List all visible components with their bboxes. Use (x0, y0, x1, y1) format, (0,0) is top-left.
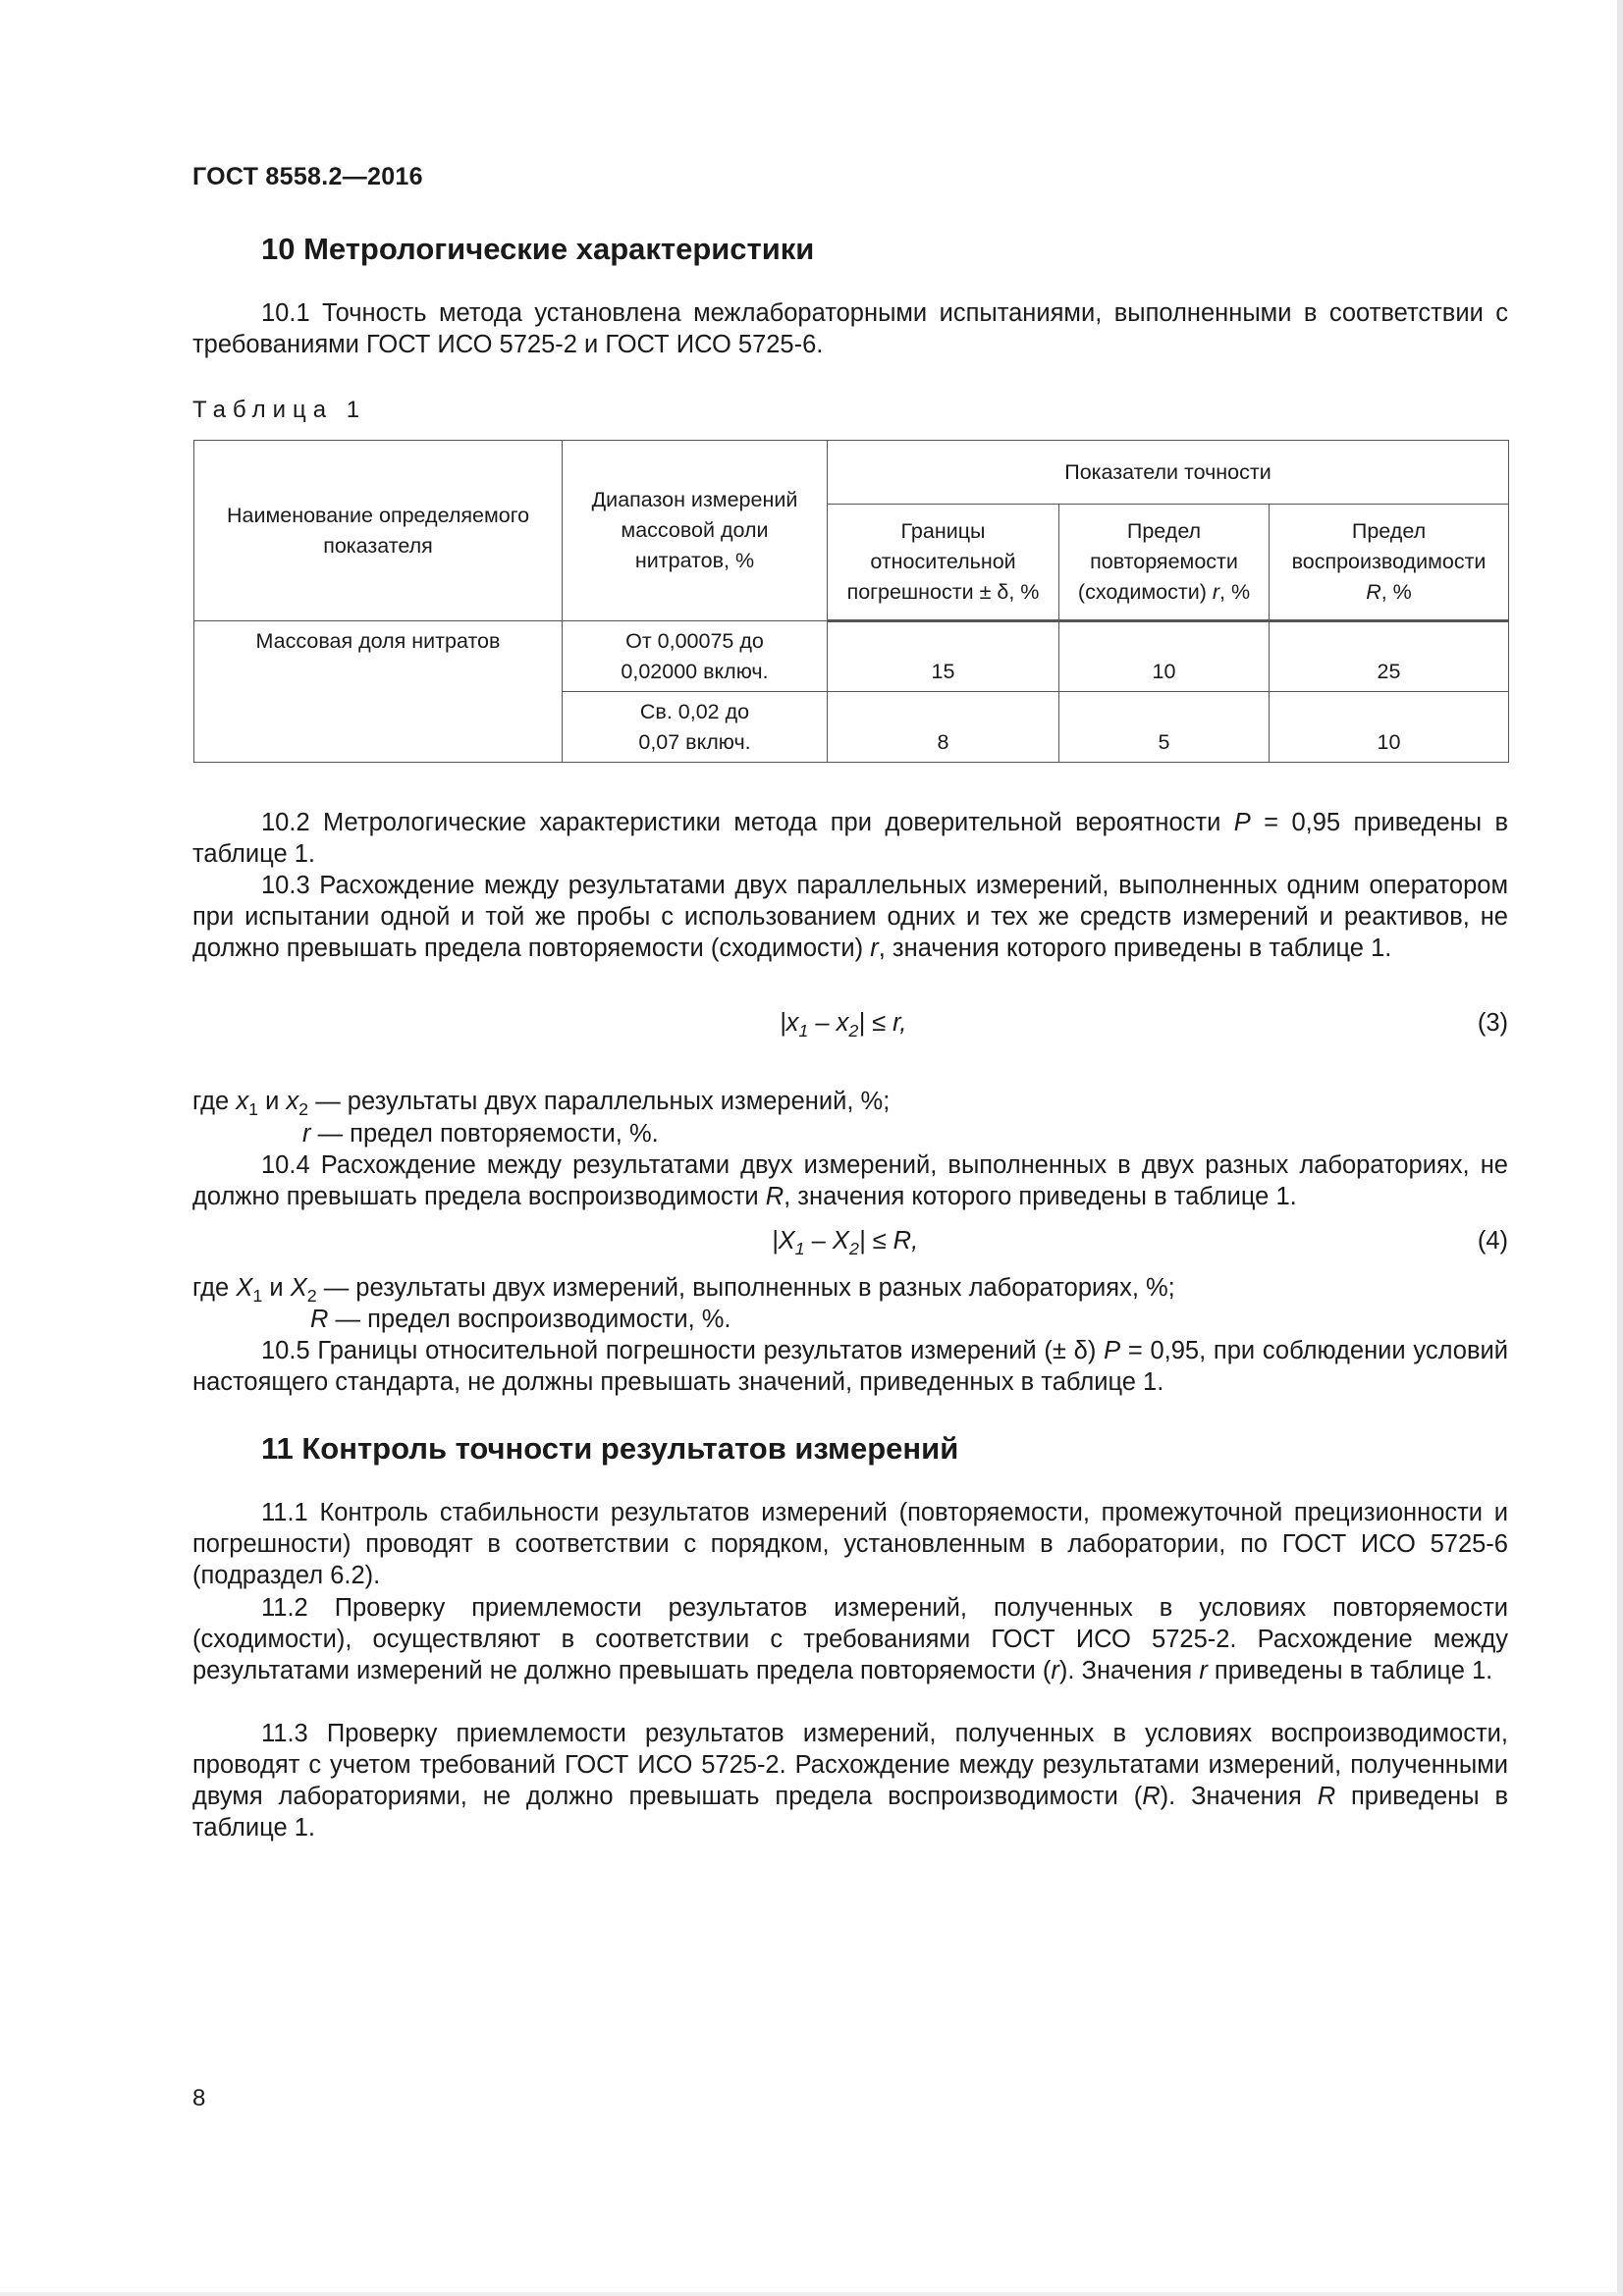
paragraph-10-1: 10.1 Точность метода установлена межлабораторными испытаниями, выполненными в соответствии с требованиями ГОСТ ИСО 5725-2 и ГОСТ ИСО 5725-6. (192, 299, 1508, 358)
document-code: ГОСТ 8558.2—2016 (192, 163, 423, 190)
header-reproducibility-limit: Предел воспроизводимости R, % (1270, 505, 1509, 621)
cell-r: 5 (1059, 692, 1270, 763)
formula-4: $|X_1 - X_2| \le R$, (772, 1227, 919, 1259)
cell-r: 10 (1059, 621, 1270, 692)
header-range: Диапазон измерений массовой доли нитратов, % (563, 441, 828, 621)
cell-delta: 8 (828, 692, 1059, 763)
cell-R: 25 (1270, 621, 1509, 692)
paragraph-11-2: 11.2 Проверку приемлемости результатов измерений, полученных в условиях повторяемости (сходимости), осуществляют в соответствии с требованиями ГОСТ ИСО 5725-2. Расхождение между результатами измерений не должно превышать предела повторяемости (r). Значения r приведены в таблице 1. (192, 1594, 1508, 1684)
where-3-line2: r — предел повторяемости, %. (302, 1120, 659, 1148)
header-relative-error: Границы относительной погрешности ± δ, % (828, 505, 1059, 621)
paragraph-11-1: 11.1 Контроль стабильности результатов измерений (повторяемости, промежуточной прецизионности и погрешности) проводят в соответствии с порядком, установленным в лаборатории, по ГОСТ ИСО 5725-6 (подраздел 6.2). (192, 1499, 1508, 1589)
paragraph-10-5: 10.5 Границы относительной погрешности результатов измерений (± δ) P = 0,95, при соблюдении условий настоящего стандарта, не должны превышать значений, приведенных в таблице 1. (192, 1337, 1508, 1396)
cell-delta: 15 (828, 621, 1059, 692)
cell-indicator: Массовая доля нитратов (194, 621, 563, 763)
where-4-line2: R — предел воспроизводимости, %. (310, 1306, 731, 1333)
header-repeatability-limit: Предел повторяемости (сходимости) r, % (1059, 505, 1270, 621)
table-label: Таблица 1 (192, 397, 367, 423)
formula-3-number: (3) (1477, 1009, 1508, 1037)
page-number: 8 (192, 2085, 206, 2111)
formula-3: $|x_1 - x_2| \le r$, (780, 1009, 907, 1041)
paragraph-10-4: 10.4 Расхождение между результатами двух измерений, выполненных в двух разных лабораториях, не должно превышать предела воспроизводимости R, значения которого приведены в таблице 1. (192, 1151, 1508, 1210)
cell-R: 10 (1270, 692, 1509, 763)
header-indicator-name: Наименование определяемого показателя (194, 441, 563, 621)
paragraph-11-3: 11.3 Проверку приемлемости результатов измерений, полученных в условиях воспроизводимости, проводят с учетом требований ГОСТ ИСО 5725-2. Расхождение между результатами измерений, полученными двумя лабораториями, не должно превышать предела воспроизводимости (R). Значения R приведены в таблице 1. (192, 1720, 1508, 1842)
formula-4-number: (4) (1477, 1227, 1508, 1255)
cell-range: Св. 0,02 до 0,07 включ. (563, 692, 828, 763)
where-4-line1: где $X_1$ и $X_2$ — результаты двух измерений, выполненных в разных лабораториях, %; (192, 1274, 1175, 1307)
where-3-line1: где $x_1$ и $x_2$ — результаты двух параллельных измерений, %; (192, 1088, 891, 1120)
header-accuracy-group: Показатели точности (828, 441, 1509, 505)
table-1 (193, 440, 1509, 763)
cell-range: От 0,00075 до 0,02000 включ. (563, 621, 828, 692)
section-11-heading: 11 Контроль точности результатов измерений (261, 1431, 959, 1466)
paragraph-10-2: 10.2 Метрологические характеристики метода при доверительной вероятности P = 0,95 приведены в таблице 1. (192, 809, 1509, 868)
paragraph-10-3: 10.3 Расхождение между результатами двух параллельных измерений, выполненных одним оператором при испытании одной и той же пробы с использованием одних и тех же средств измерений и реактивов, не должно превышать предела повторяемости (сходимости) r, значения которого приведены в таблице 1. (192, 872, 1508, 962)
section-10-heading: 10 Метрологические характеристики (261, 232, 815, 266)
